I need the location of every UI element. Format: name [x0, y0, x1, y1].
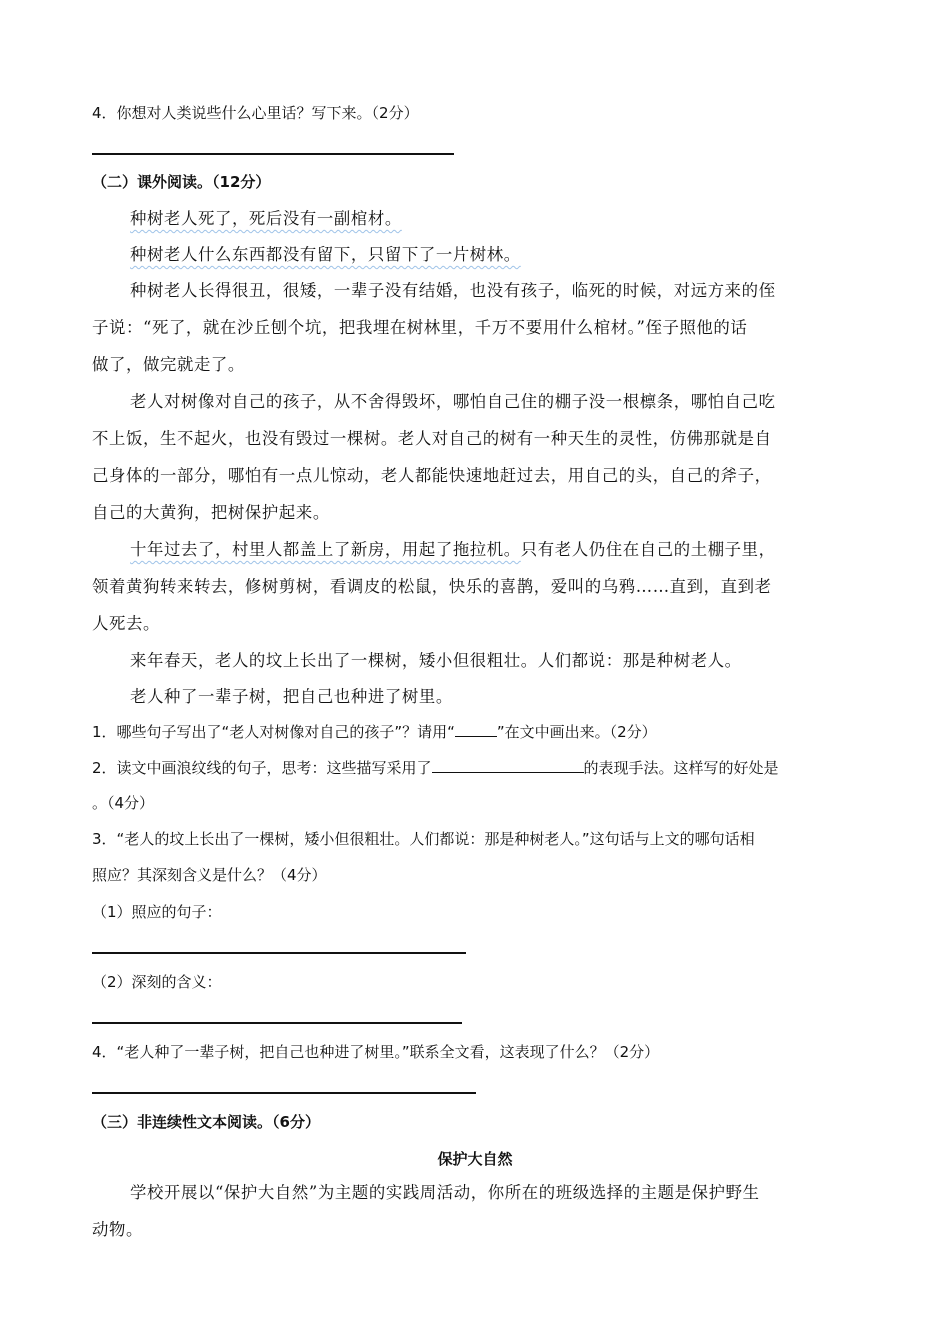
- passage-line: 自己的大黄狗，把树保护起来。: [92, 503, 330, 522]
- question-1: [92, 721, 657, 742]
- passage-text: 只有老人仍住在自己的土棚子里，: [520, 540, 776, 559]
- answer-line[interactable]: [92, 1092, 476, 1094]
- question-3-sub1: （1）照应的句子：: [92, 903, 222, 921]
- section-3-heading: （三）非连续性文本阅读。（6分）: [92, 1113, 320, 1131]
- passage-line: [130, 540, 776, 560]
- passage-line: 老人种了一辈子树，把自己也种进了树里。: [130, 687, 453, 706]
- question-4: 4．“老人种了一辈子树，把自己也种进了树里。”联系全文看，这表现了什么？（2分）: [92, 1043, 660, 1061]
- passage-line: 种树老人长得很丑，很矮，一辈子没有结婚，也没有孩子，临死的时候，对远方来的侄: [130, 281, 776, 300]
- passage-line: 人死去。: [92, 614, 160, 633]
- question-3-line2: 照应？其深刻含义是什么？（4分）: [92, 866, 327, 884]
- passage-line: 子说：“死了，就在沙丘刨个坑，把我埋在树林里，千万不要用什么棺材。”侄子照他的话: [92, 318, 748, 337]
- passage-paragraph: [130, 209, 402, 229]
- answer-blank[interactable]: [432, 757, 584, 773]
- question-text: 1．哪些句子写出了“老人对树像对自己的孩子”？请用“: [92, 723, 455, 741]
- answer-line[interactable]: [92, 1022, 462, 1024]
- answer-blank[interactable]: [455, 721, 497, 737]
- question-3-line1: 3．“老人的坟上长出了一棵树，矮小但很粗壮。人们都说：那是种树老人。”这句话与上文的哪句话相: [92, 830, 755, 848]
- question-2-score: 。（4分）: [92, 794, 155, 812]
- section-3-title: 保护大自然: [437, 1150, 513, 1168]
- question-4-part1: 4．你想对人类说些什么心里话？写下来。（2分）: [92, 104, 419, 122]
- question-2: [92, 757, 779, 778]
- section-2-heading: （二）课外阅读。（12分）: [92, 173, 271, 191]
- question-3-sub2: （2）深刻的含义：: [92, 973, 222, 991]
- passage-line: 老人对树像对自己的孩子，从不舍得毁坏，哪怕自己住的棚子没一根檩条，哪怕自己吃: [130, 392, 776, 411]
- question-text: ”在文中画出来。（2分）: [496, 723, 657, 741]
- passage-line: 不上饭，生不起火，也没有毁过一棵树。老人对自己的树有一种天生的灵性，仿佛那就是自: [92, 429, 772, 448]
- passage-line: 做了，做完就走了。: [92, 355, 245, 374]
- answer-line[interactable]: [92, 153, 454, 155]
- wavy-underlined-sentence: 十年过去了，村里人都盖上了新房，用起了拖拉机。: [130, 540, 521, 559]
- section-3-line: 动物。: [92, 1220, 143, 1239]
- passage-line: 领着黄狗转来转去，修树剪树，看调皮的松鼠，快乐的喜鹊，爱叫的乌鸦……直到，直到老: [92, 577, 772, 596]
- passage-paragraph: [130, 245, 521, 265]
- passage-line: 己身体的一部分，哪怕有一点儿惊动，老人都能快速地赶过去，用自己的头，自己的斧子，: [92, 466, 772, 485]
- question-text: 2．读文中画浪纹线的句子，思考：这些描写采用了: [92, 759, 432, 777]
- passage-line: 来年春天，老人的坟上长出了一棵树，矮小但很粗壮。人们都说：那是种树老人。: [130, 651, 742, 670]
- question-text: 的表现手法。这样写的好处是: [583, 759, 779, 777]
- section-3-line: 学校开展以“保护大自然”为主题的实践周活动，你所在的班级选择的主题是保护野生: [130, 1183, 760, 1202]
- wavy-underlined-sentence: 种树老人死了，死后没有一副棺材。: [130, 209, 402, 228]
- answer-line[interactable]: [92, 952, 466, 954]
- wavy-underlined-sentence: 种树老人什么东西都没有留下，只留下了一片树林。: [130, 245, 521, 264]
